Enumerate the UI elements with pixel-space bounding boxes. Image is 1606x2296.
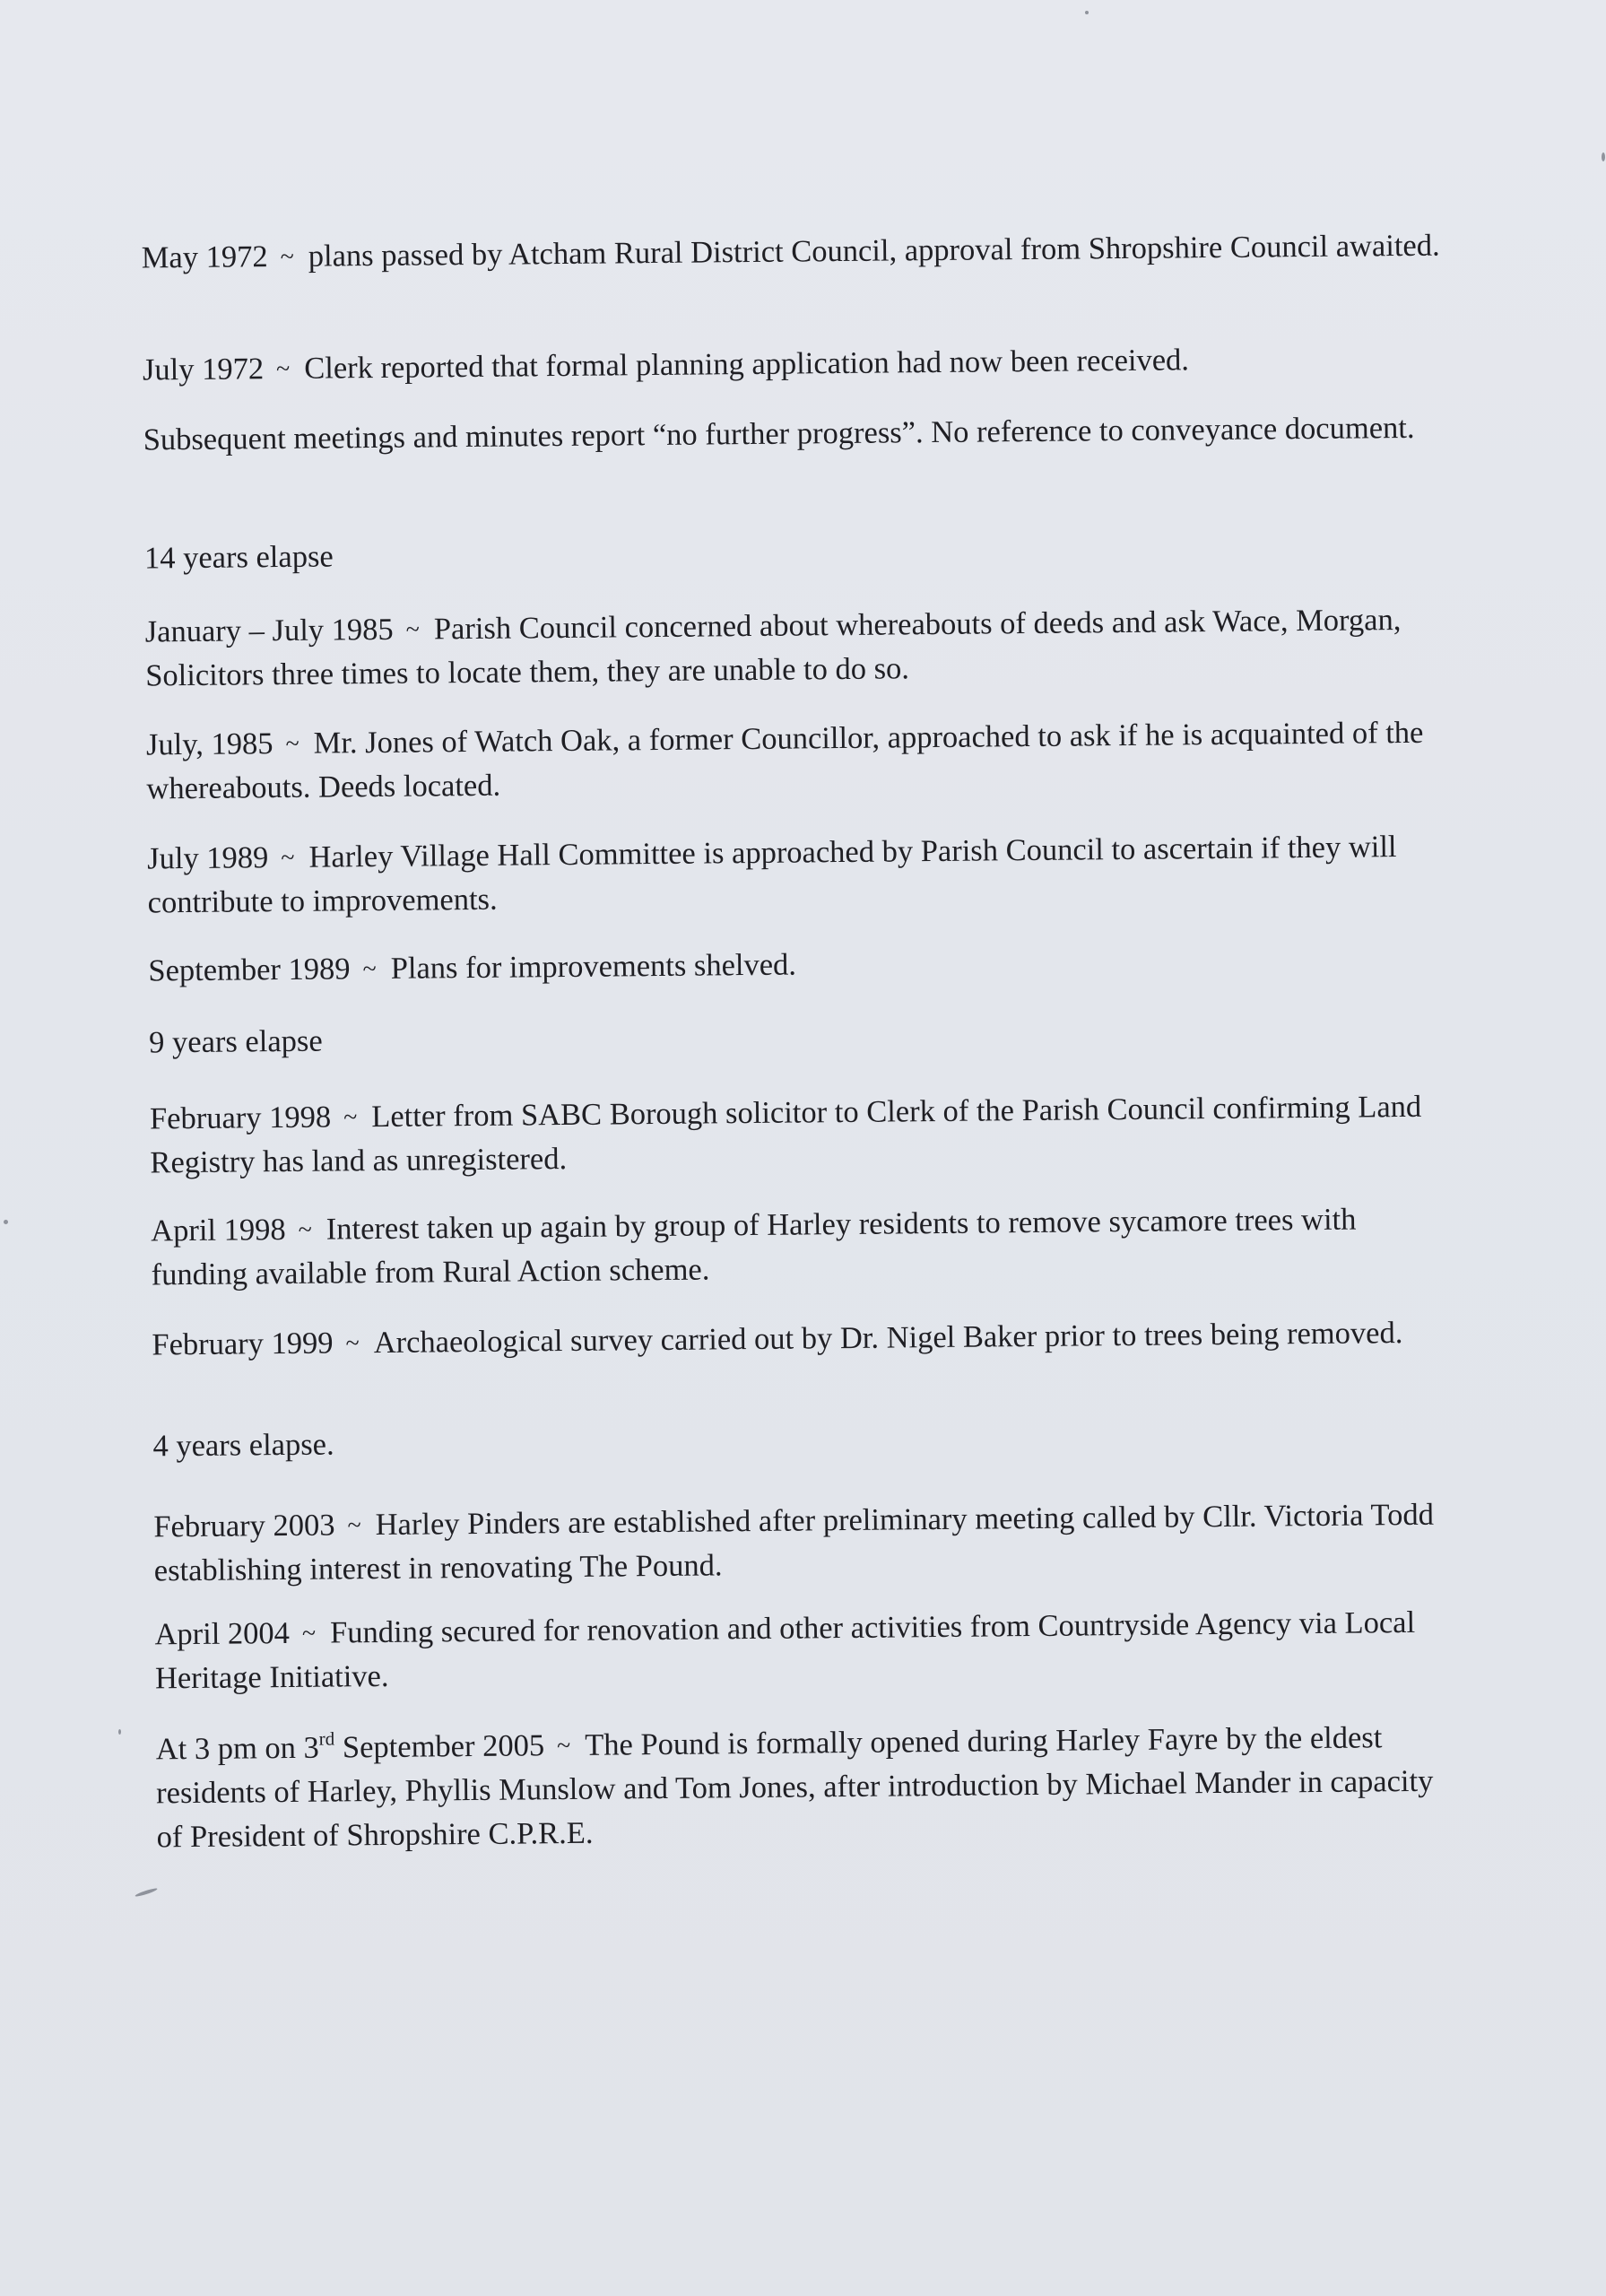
tilde-separator: ~ [298,1215,312,1244]
tilde-separator: ~ [347,1511,361,1540]
entry-text: plans passed by Atcham Rural District Council, approval from Shropshire Council awaited. [308,228,1440,274]
tilde-separator: ~ [362,955,377,984]
entry-text: Letter from SABC Borough solicitor to Clerk of the Parish Council confirming Land Registry has land as unregistered. [150,1089,1422,1180]
entry-text: Plans for improvements shelved. [390,947,797,986]
entry-text: Mr. Jones of Watch Oak, a former Councillor, approached to ask if he is acquainted of the whereabouts. Deeds located. [146,715,1424,806]
timeline-entry [143,336,1443,393]
timeline-entry [150,1085,1451,1186]
elapsed-note [144,525,1445,581]
entry-date: September 1989 [148,952,351,988]
timeline-entry [156,1716,1457,1860]
tilde-separator: ~ [343,1103,358,1132]
entry-text: Archaeological survey carried out by Dr. Nigel Baker prior to trees being removed. [373,1316,1403,1361]
entry-date: May 1972 [141,239,268,275]
entry-date: February 1999 [152,1326,334,1362]
tilde-separator: ~ [285,729,299,758]
scan-speck [1602,152,1605,161]
tilde-separator: ~ [275,354,291,384]
timeline-entry [151,1197,1452,1298]
tilde-separator: ~ [280,242,294,272]
entry-text: Harley Pinders are established after preliminary meeting called by Cllr. Victoria Todd establishing interest in renovating The Pound. [153,1497,1435,1588]
entry-text: Interest taken up again by group of Harley residents to remove sycamore trees with funding available from Rural Action scheme. [151,1202,1357,1292]
entry-date: July 1972 [142,352,265,387]
entry-date: February 1998 [149,1100,332,1136]
entry-date: April 2004 [154,1615,291,1652]
elapsed-note [149,1009,1449,1065]
entry-text: The Pound is formally opened during Harley Fayre by the eldest residents of Harley, Phyllis Munslow and Tom Jones, after introduction by Michael Mander in capacity of President of Shropshire C.P.R.E. [156,1720,1434,1855]
entry-text: Subsequent meetings and minutes report “no further progress”. No reference to conveyance document. [143,410,1415,457]
timeline-entry [152,1311,1452,1368]
timeline-entry [148,937,1448,994]
timeline-entry [147,825,1448,926]
entry-date: At 3 pm on 3 [155,1730,319,1767]
tilde-separator: ~ [345,1329,360,1358]
timeline-entry [145,598,1446,699]
entry-date: April 1998 [150,1213,286,1248]
entry-date-tail: September 2005 [334,1728,545,1765]
entry-text: 14 years elapse [143,539,334,576]
ordinal-suffix: rd [318,1727,335,1750]
scan-speck [4,1220,8,1224]
scan-speck [1085,11,1089,14]
entry-text: Funding secured for renovation and other activities from Countryside Agency via Local Heritage Initiative. [154,1605,1416,1696]
tilde-separator: ~ [556,1731,571,1761]
tilde-separator: ~ [301,1619,317,1648]
entry-text: Parish Council concerned about whereabouts of deeds and ask Wace, Morgan, Solicitors three times to locate them, they are unable to do so. [145,603,1402,693]
entry-date: July 1989 [147,840,269,876]
elapsed-note [152,1413,1453,1469]
entry-date: January – July 1985 [144,612,394,649]
timeline-entry [153,1493,1454,1594]
timeline-entry [154,1601,1455,1701]
scan-speck [118,1729,121,1735]
entry-date: July, 1985 [145,726,273,762]
timeline-entry [142,224,1442,281]
entry-text: 4 years elapse. [152,1427,334,1464]
entry-text: 9 years elapse [148,1023,323,1060]
tilde-separator: ~ [281,843,295,873]
timeline-entry [146,711,1447,812]
entry-text: Harley Village Hall Committee is approached by Parish Council to ascertain if they will contribute to improvements. [147,830,1397,920]
timeline-note [143,406,1443,463]
tilde-separator: ~ [405,615,421,644]
entry-date: February 2003 [153,1508,335,1544]
entry-text: Clerk reported that formal planning application had now been received. [304,343,1190,386]
